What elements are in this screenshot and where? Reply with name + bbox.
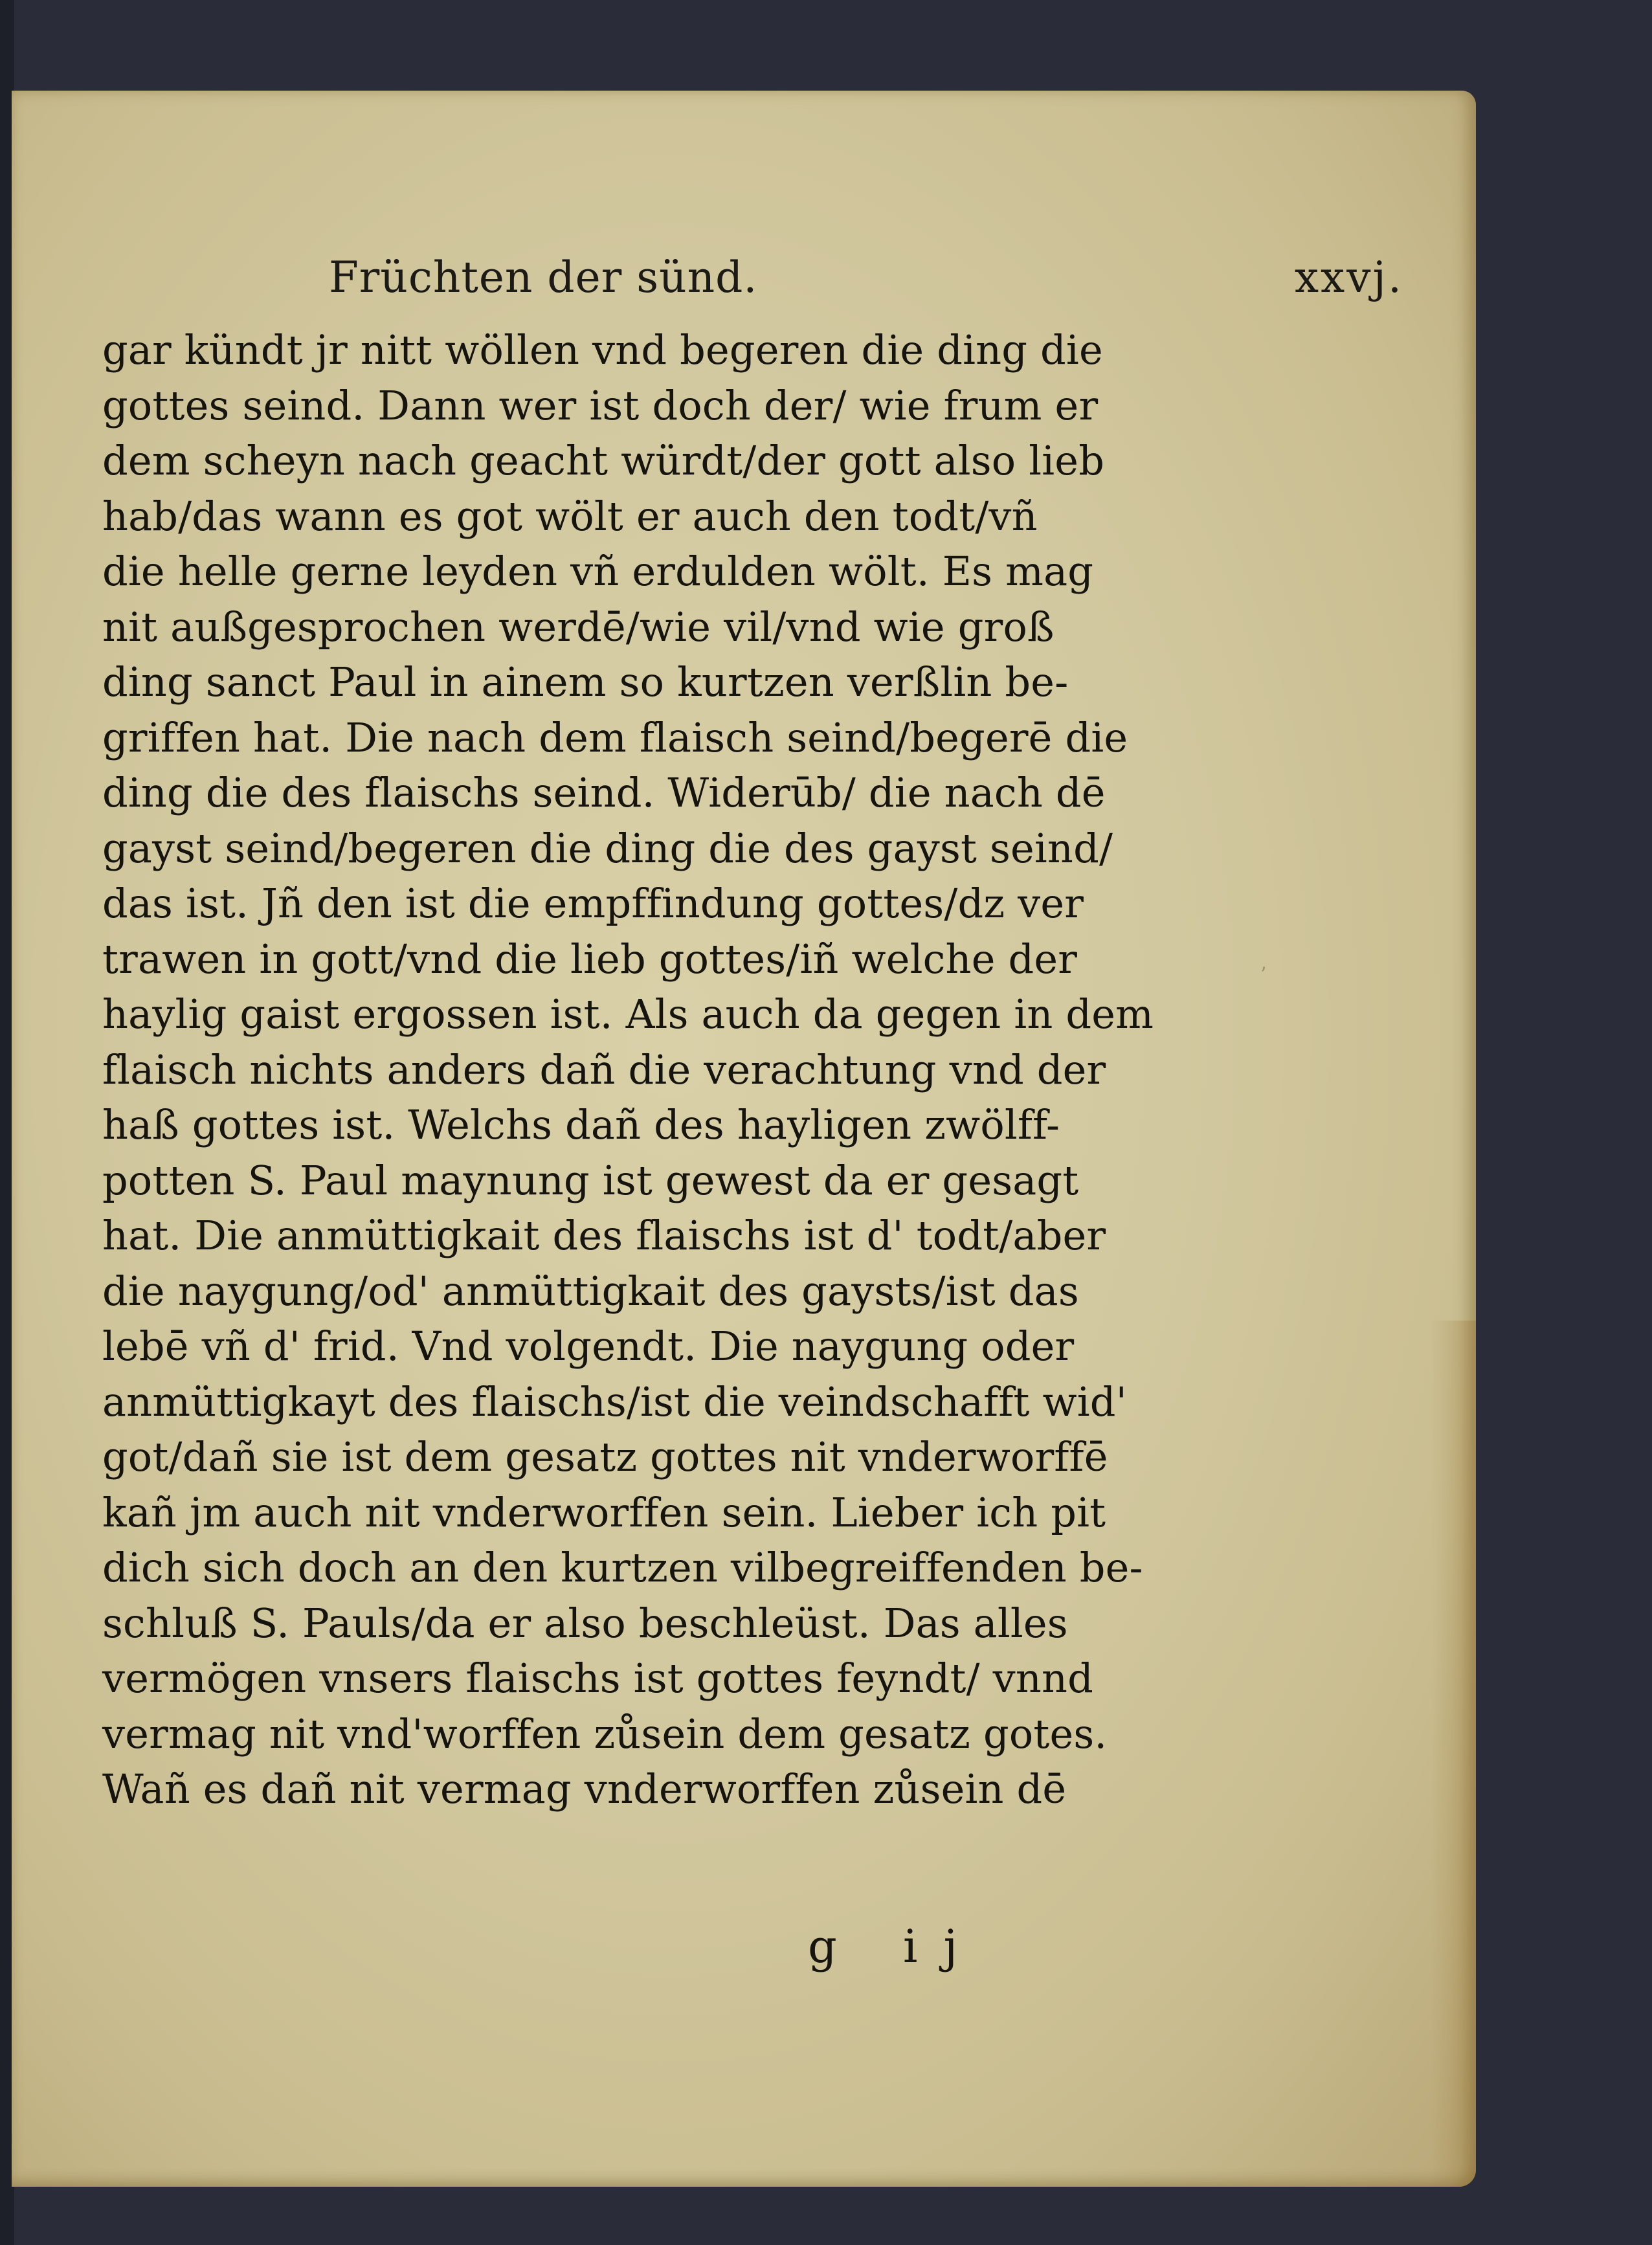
text-line: gottes seind. Dann wer ist doch der/ wie frum er bbox=[102, 381, 1099, 429]
text-line: gayst seind/begeren die ding die des gayst seind/ bbox=[102, 824, 1113, 872]
text-line: die helle gerne leyden vñ erdulden wölt. Es mag bbox=[102, 548, 1094, 595]
text-line: haylig gaist ergossen ist. Als auch da gegen in dem bbox=[102, 990, 1154, 1038]
text-line: dich sich doch an den kurtzen vilbegreiffenden be- bbox=[102, 1544, 1143, 1591]
text-line: flaisch nichts anders dañ die verachtung vnd der bbox=[102, 1045, 1106, 1093]
text-line: anmüttigkayt des flaischs/ist die veindschafft wid' bbox=[102, 1378, 1127, 1425]
text-line: kañ jm auch nit vnderworffen sein. Lieber ich pit bbox=[102, 1488, 1106, 1536]
text-line: schluß S. Pauls/da er also beschleüst. Das alles bbox=[102, 1599, 1068, 1647]
text-line: potten S. Paul maynung ist gewest da er gesagt bbox=[102, 1156, 1079, 1204]
text-line: hab/das wann es got wölt er auch den todt/vñ bbox=[102, 492, 1038, 540]
text-line: lebē vñ d' frid. Vnd volgendt. Die naygung oder bbox=[102, 1323, 1075, 1370]
margin-mark: ʼ bbox=[1260, 964, 1266, 987]
text-line: haß gottes ist. Welchs dañ des hayligen zwölff- bbox=[102, 1101, 1060, 1148]
text-line: vermögen vnsers flaischs ist gottes feyndt/ vnnd bbox=[102, 1655, 1093, 1702]
folio-number: xxvj. bbox=[1294, 252, 1403, 302]
text-line: Wañ es dañ nit vermag vnderworffen zůsein dē bbox=[102, 1765, 1067, 1813]
text-line: vermag nit vnd'worffen zůsein dem gesatz gotes. bbox=[102, 1710, 1108, 1758]
page-edge-stain bbox=[1431, 1321, 1476, 2187]
text-line: gar kündt jr nitt wöllen vnd begeren die ding die bbox=[102, 326, 1103, 374]
text-line: das ist. Jñ den ist die empffindung gottes/dz ver bbox=[102, 880, 1084, 927]
text-line: hat. Die anmüttigkait des flaischs ist d' todt/aber bbox=[102, 1212, 1106, 1259]
text-line: griffen hat. Die nach dem flaisch seind/begerē die bbox=[102, 713, 1128, 761]
text-line: ding sanct Paul in ainem so kurtzen verßlin be- bbox=[102, 658, 1069, 706]
running-head bbox=[329, 252, 1403, 311]
signature-mark: g ij bbox=[808, 1920, 984, 1973]
running-title: Früchten der sünd. bbox=[329, 252, 758, 302]
book-page bbox=[12, 91, 1476, 2187]
body-text bbox=[102, 322, 1390, 1817]
text-line: trawen in gott/vnd die lieb gottes/iñ welche der bbox=[102, 935, 1078, 983]
text-line: dem scheyn nach geacht würdt/der gott also lieb bbox=[102, 437, 1105, 484]
text-line: die naygung/od' anmüttigkait des gaysts/ist das bbox=[102, 1267, 1079, 1315]
text-line: ding die des flaischs seind. Widerūb/ die nach dē bbox=[102, 769, 1106, 816]
text-line: nit außgesprochen werdē/wie vil/vnd wie groß bbox=[102, 603, 1055, 651]
text-line: got/dañ sie ist dem gesatz gottes nit vnderworffē bbox=[102, 1433, 1108, 1480]
